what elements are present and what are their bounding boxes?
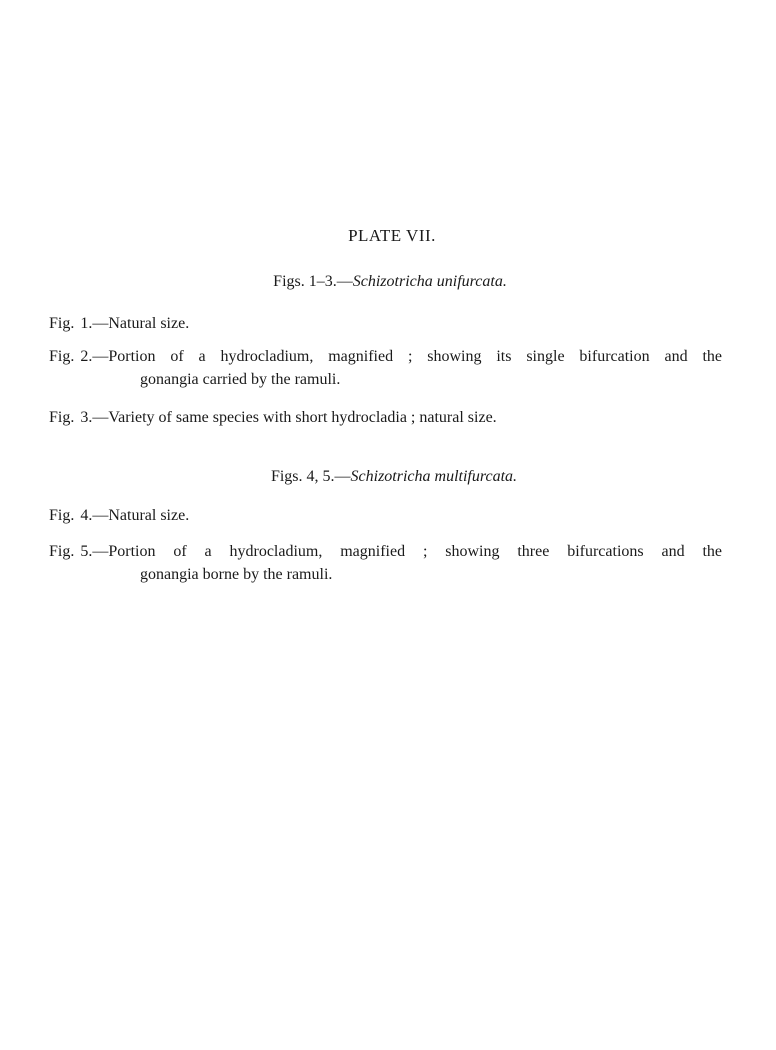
figure-entry-4 bbox=[49, 504, 722, 527]
figure-entry-line bbox=[49, 504, 722, 527]
species-name: Schizotricha multifurcata. bbox=[350, 468, 518, 485]
figure-entry-2 bbox=[49, 345, 722, 391]
figure-caption: 5.—Portion of a hydrocladium, magnified ; showing three bifurcations and the bbox=[80, 543, 722, 560]
figure-caption: 4.—Natural size. bbox=[80, 507, 190, 524]
figure-entry-line bbox=[49, 406, 722, 429]
section-heading-prefix: Figs. 4, 5.— bbox=[270, 468, 351, 485]
figure-caption-continuation: gonangia carried by the ramuli. bbox=[140, 371, 341, 388]
figure-caption: 2.—Portion of a hydrocladium, magnified ; showing its single bifurcation and the bbox=[80, 348, 722, 365]
figure-label: Fig. bbox=[49, 507, 75, 524]
plate-title: PLATE VII. bbox=[348, 226, 436, 245]
figure-caption: 1.—Natural size. bbox=[80, 315, 190, 332]
figure-entry-3 bbox=[49, 406, 722, 429]
figure-label: Fig. bbox=[49, 348, 75, 365]
figure-label: Fig. bbox=[49, 315, 75, 332]
figure-entry-5 bbox=[49, 540, 722, 586]
section-heading-multifurcata bbox=[0, 468, 776, 486]
figure-label: Fig. bbox=[49, 409, 75, 426]
figure-label: Fig. bbox=[49, 543, 75, 560]
species-name: Schizotricha unifurcata. bbox=[352, 273, 507, 290]
figure-entry-line bbox=[49, 540, 722, 563]
figure-entry-1 bbox=[49, 312, 722, 335]
section-heading-unifurcata bbox=[0, 273, 776, 291]
section-heading-prefix: Figs. 1–3.— bbox=[273, 273, 353, 290]
figure-entry-line bbox=[49, 345, 722, 368]
figure-caption: 3.—Variety of same species with short hydrocladia ; natural size. bbox=[80, 409, 497, 426]
figure-caption-continuation: gonangia borne by the ramuli. bbox=[140, 566, 333, 583]
figure-entry-line bbox=[49, 312, 722, 335]
